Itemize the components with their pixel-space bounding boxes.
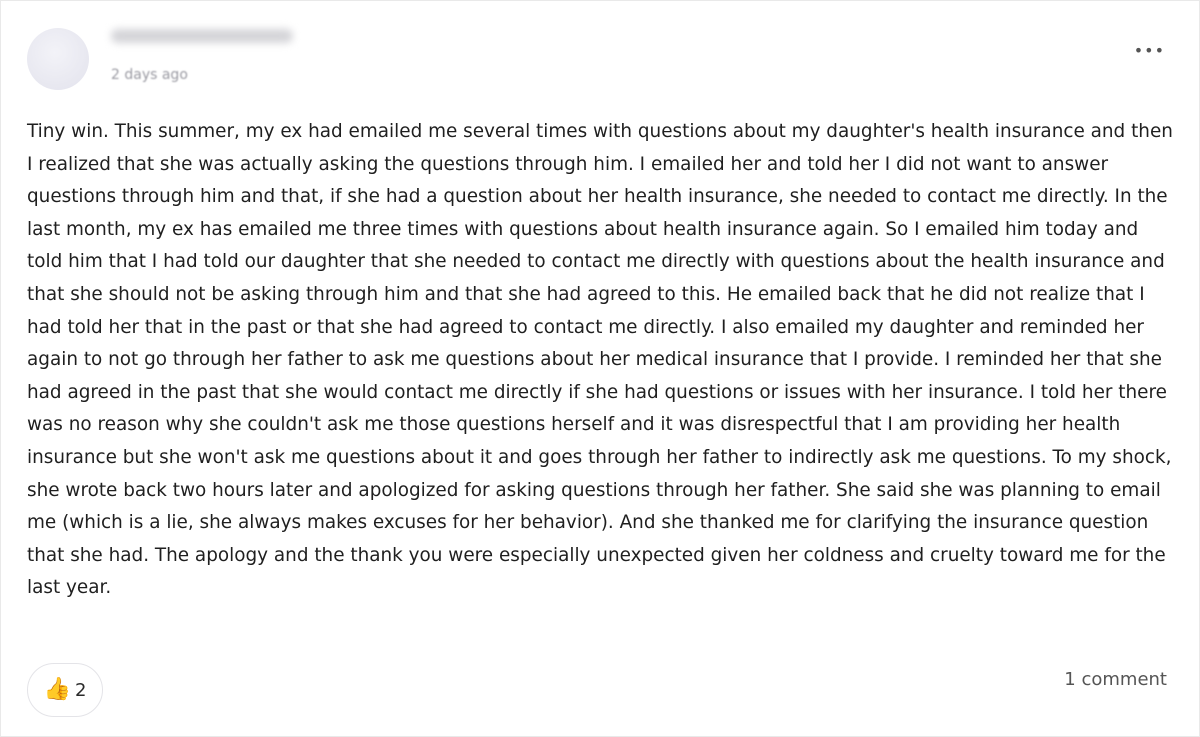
more-options-button[interactable]: ••• [1133, 41, 1165, 60]
like-reaction-button[interactable] [27, 663, 103, 717]
thumbs-up-icon: 👍 [43, 677, 71, 702]
avatar[interactable] [27, 28, 89, 90]
post-body-text: Tiny win. This summer, my ex had emailed me several times with questions about my daughter's health insurance and then I realized that she was actually asking the questions through him. I emailed her and told her I did not want to answer questions through him and that, if she had a question about her health insurance, she needed to contact me directly. In the last month, my ex has emailed me three times with questions about health insurance again. So I emailed him today and told him that I had told our daughter that she needed to contact me directly with questions about the health insurance and that she should not be asking through him and that she had agreed to this. He emailed back that he did not realize that I had told her that in the past or that she had agreed to contact me directly. I also emailed my daughter and reminded her again to not go through her father to ask me questions about her medical insurance that I provide. I reminded her that she had agreed in the past that she would contact me directly if she had questions or issues with her insurance. I told her there was no reason why she couldn't ask me those questions herself and it was disrespectful that I am providing her health insurance but she won't ask me questions about it and goes through her father to indirectly ask me questions. To my shock, she wrote back two hours later and apologized for asking questions through her father. She said she was planning to email me (which is a lie, she always makes excuses for her behavior). And she thanked me for clarifying the insurance question that she had. The apology and the thank you were especially unexpected given her coldness and cruelty toward me for the last year. [27, 121, 1173, 599]
comments-link[interactable]: 1 comment [1064, 669, 1167, 690]
post-timestamp: 2 days ago [111, 67, 188, 83]
author-name-redacted[interactable] [111, 29, 293, 43]
reaction-count: 2 [74, 679, 87, 701]
